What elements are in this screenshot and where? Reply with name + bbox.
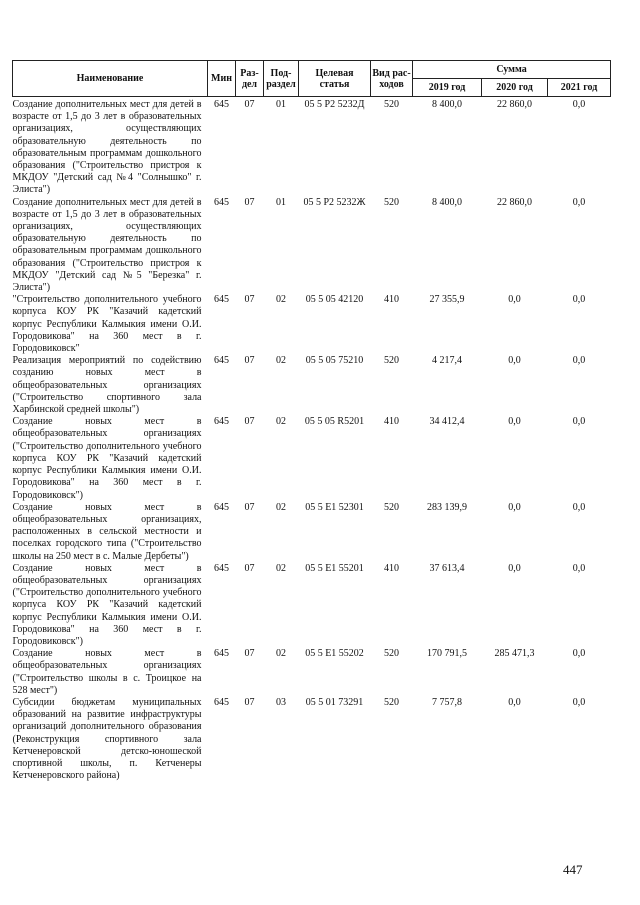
cell-y2021: 0,0	[572, 416, 586, 428]
page-number: 447	[563, 862, 583, 877]
cell-name: Реализация мероприятий по содействию созданию новых мест в общеобразовательных организациях ("Строительство спортивного зала Харбинской средней школы")	[12, 355, 202, 416]
cell-vid: 520	[384, 99, 399, 110]
cell-vid: 410	[384, 416, 399, 428]
header-vid: Вид рас-ходов	[371, 61, 413, 97]
table-row	[13, 294, 611, 355]
table-row	[13, 648, 611, 697]
cell-y2019: 283 139,9	[427, 501, 467, 513]
cell-y2019: 170 791,5	[427, 648, 467, 660]
cell-y2020: 22 860,0	[497, 196, 532, 208]
cell-y2019: 8 400,0	[432, 99, 462, 110]
cell-razdel: 07	[244, 196, 255, 208]
header-podrazdel: Под-раздел	[264, 61, 299, 97]
cell-y2020: 0,0	[508, 501, 521, 513]
cell-razdel: 07	[244, 416, 255, 428]
cell-y2021: 0,0	[572, 562, 586, 574]
cell-y2019: 27 355,9	[429, 294, 465, 306]
header-name: Наименование	[13, 61, 208, 97]
cell-name: "Строительство дополнительного учебного корпуса КОУ РК "Казачий кадетский корпус Республики Калмыкия имени О.И. Городовикова" на 360 мест в г. Городовиковск"	[12, 294, 202, 355]
cell-vid: 520	[384, 648, 399, 660]
cell-y2019: 7 757,8	[432, 696, 462, 708]
cell-razdel: 07	[244, 562, 255, 574]
cell-min: 645	[214, 696, 229, 708]
cell-podrazdel: 02	[276, 648, 286, 660]
cell-min: 645	[214, 501, 229, 513]
cell-celevaya: 05 5 Е1 55201	[305, 562, 364, 574]
cell-razdel: 07	[244, 501, 255, 513]
cell-y2020: 0,0	[508, 696, 521, 708]
table-row	[13, 355, 611, 416]
cell-celevaya: 05 5 Р2 5232Д	[304, 99, 365, 110]
cell-podrazdel: 02	[276, 294, 286, 306]
table-row	[13, 697, 611, 782]
table-row	[13, 197, 611, 295]
cell-y2020: 0,0	[508, 294, 521, 306]
cell-celevaya: 05 5 Е1 52301	[305, 501, 364, 513]
cell-y2019: 8 400,0	[432, 196, 462, 208]
cell-vid: 520	[384, 501, 399, 513]
cell-min: 645	[214, 648, 229, 660]
cell-y2021: 0,0	[572, 99, 586, 110]
cell-y2020: 0,0	[508, 416, 521, 428]
cell-y2021: 0,0	[572, 294, 586, 306]
cell-podrazdel: 02	[276, 416, 286, 428]
cell-name: Создание новых мест в общеобразовательных организациях, расположенных в сельской местности и поселках городского типа ("Строительство школы на 250 мест в с. Малые Дербеты")	[12, 501, 202, 562]
cell-celevaya: 05 5 05 75210	[305, 355, 364, 367]
cell-vid: 410	[384, 294, 399, 306]
table-row	[13, 97, 611, 197]
cell-razdel: 07	[244, 696, 255, 708]
cell-vid: 520	[384, 696, 399, 708]
cell-min: 645	[214, 99, 229, 110]
table-row	[13, 416, 611, 501]
cell-podrazdel: 01	[276, 196, 286, 208]
cell-min: 645	[214, 294, 229, 306]
cell-y2020: 285 471,3	[494, 648, 535, 660]
cell-y2021: 0,0	[572, 501, 586, 513]
cell-y2021: 0,0	[572, 196, 586, 208]
cell-min: 645	[214, 416, 229, 428]
header-2020: 2020 год	[482, 79, 548, 97]
table-row	[13, 563, 611, 648]
cell-name: Создание дополнительных мест для детей в возрасте от 1,5 до 3 лет в образовательных организациях, осуществляющих образовательную деятельность по образовательным программам дошкольного образования ("Строительство пристроя к МКДОУ "Детский сад №4 "Солнышко" г. Элиста")	[12, 99, 202, 196]
cell-podrazdel: 01	[276, 99, 286, 110]
cell-razdel: 07	[244, 99, 255, 110]
cell-podrazdel: 02	[276, 355, 286, 367]
cell-y2019: 4 217,4	[432, 355, 462, 367]
cell-razdel: 07	[244, 294, 255, 306]
header-celevaya: Целевая статья	[299, 61, 371, 97]
cell-celevaya: 05 5 Е1 55202	[305, 648, 364, 660]
cell-podrazdel: 02	[276, 562, 286, 574]
cell-y2019: 37 613,4	[429, 562, 465, 574]
cell-y2020: 22 860,0	[497, 99, 532, 110]
cell-podrazdel: 03	[276, 696, 286, 708]
table-row	[13, 502, 611, 563]
cell-name: Субсидии бюджетам муниципальных образований на развитие инфраструктуры организаций дополнительного образования (Реконструкция спортивного зала Кетченеровской детско-юношеской спортивной школы, п. Кетченеры Кетченеровского района)	[12, 696, 202, 782]
header-2019: 2019 год	[413, 79, 482, 97]
cell-y2020: 0,0	[508, 562, 521, 574]
cell-y2021: 0,0	[572, 696, 586, 708]
cell-y2020: 0,0	[508, 355, 521, 367]
cell-podrazdel: 02	[276, 501, 286, 513]
cell-razdel: 07	[244, 355, 255, 367]
cell-celevaya: 05 5 05 42120	[305, 294, 364, 306]
cell-name: Создание дополнительных мест для детей в возрасте от 1,5 до 3 лет в образовательных организациях, осуществляющих образовательную деятельность по образовательным программам дошкольного образования ("Строительство пристроя к МКДОУ "Детский сад №5 "Березка" г. Элиста")	[12, 196, 202, 294]
cell-min: 645	[214, 355, 229, 367]
cell-razdel: 07	[244, 648, 255, 660]
header-2021: 2021 год	[548, 79, 611, 97]
cell-y2019: 34 412,4	[429, 416, 465, 428]
cell-y2021: 0,0	[572, 648, 586, 660]
cell-name: Создание новых мест в общеобразовательных организациях ("Строительство дополнительного учебного корпуса КОУ РК "Казачий кадетский корпус Республики Калмыкия имени О.И. Городовикова" на 360 мест в г. Городовиковск")	[12, 562, 202, 647]
cell-vid: 520	[384, 355, 399, 367]
cell-name: Создание новых мест в общеобразовательных организациях ("Строительство школы в с. Троицкое на 528 мест")	[12, 648, 202, 696]
cell-vid: 520	[384, 196, 399, 208]
header-summa: Сумма	[413, 61, 611, 79]
header-razdel: Раз-дел	[236, 61, 264, 97]
cell-y2021: 0,0	[572, 355, 586, 367]
cell-name: Создание новых мест в общеобразовательных организациях ("Строительство дополнительного учебного корпуса КОУ РК "Казачий кадетский корпус Республики Калмыкия имени О.И. Городовикова" на 360 мест в г. Городовиковск")	[12, 416, 202, 501]
cell-min: 645	[214, 562, 229, 574]
budget-table	[12, 60, 611, 782]
cell-min: 645	[214, 196, 229, 208]
cell-celevaya: 05 5 05 R5201	[304, 416, 365, 428]
cell-vid: 410	[384, 562, 399, 574]
cell-celevaya: 05 5 Р2 5232Ж	[303, 196, 366, 208]
cell-celevaya: 05 5 01 73291	[305, 696, 364, 708]
header-min: Мин	[208, 61, 236, 97]
